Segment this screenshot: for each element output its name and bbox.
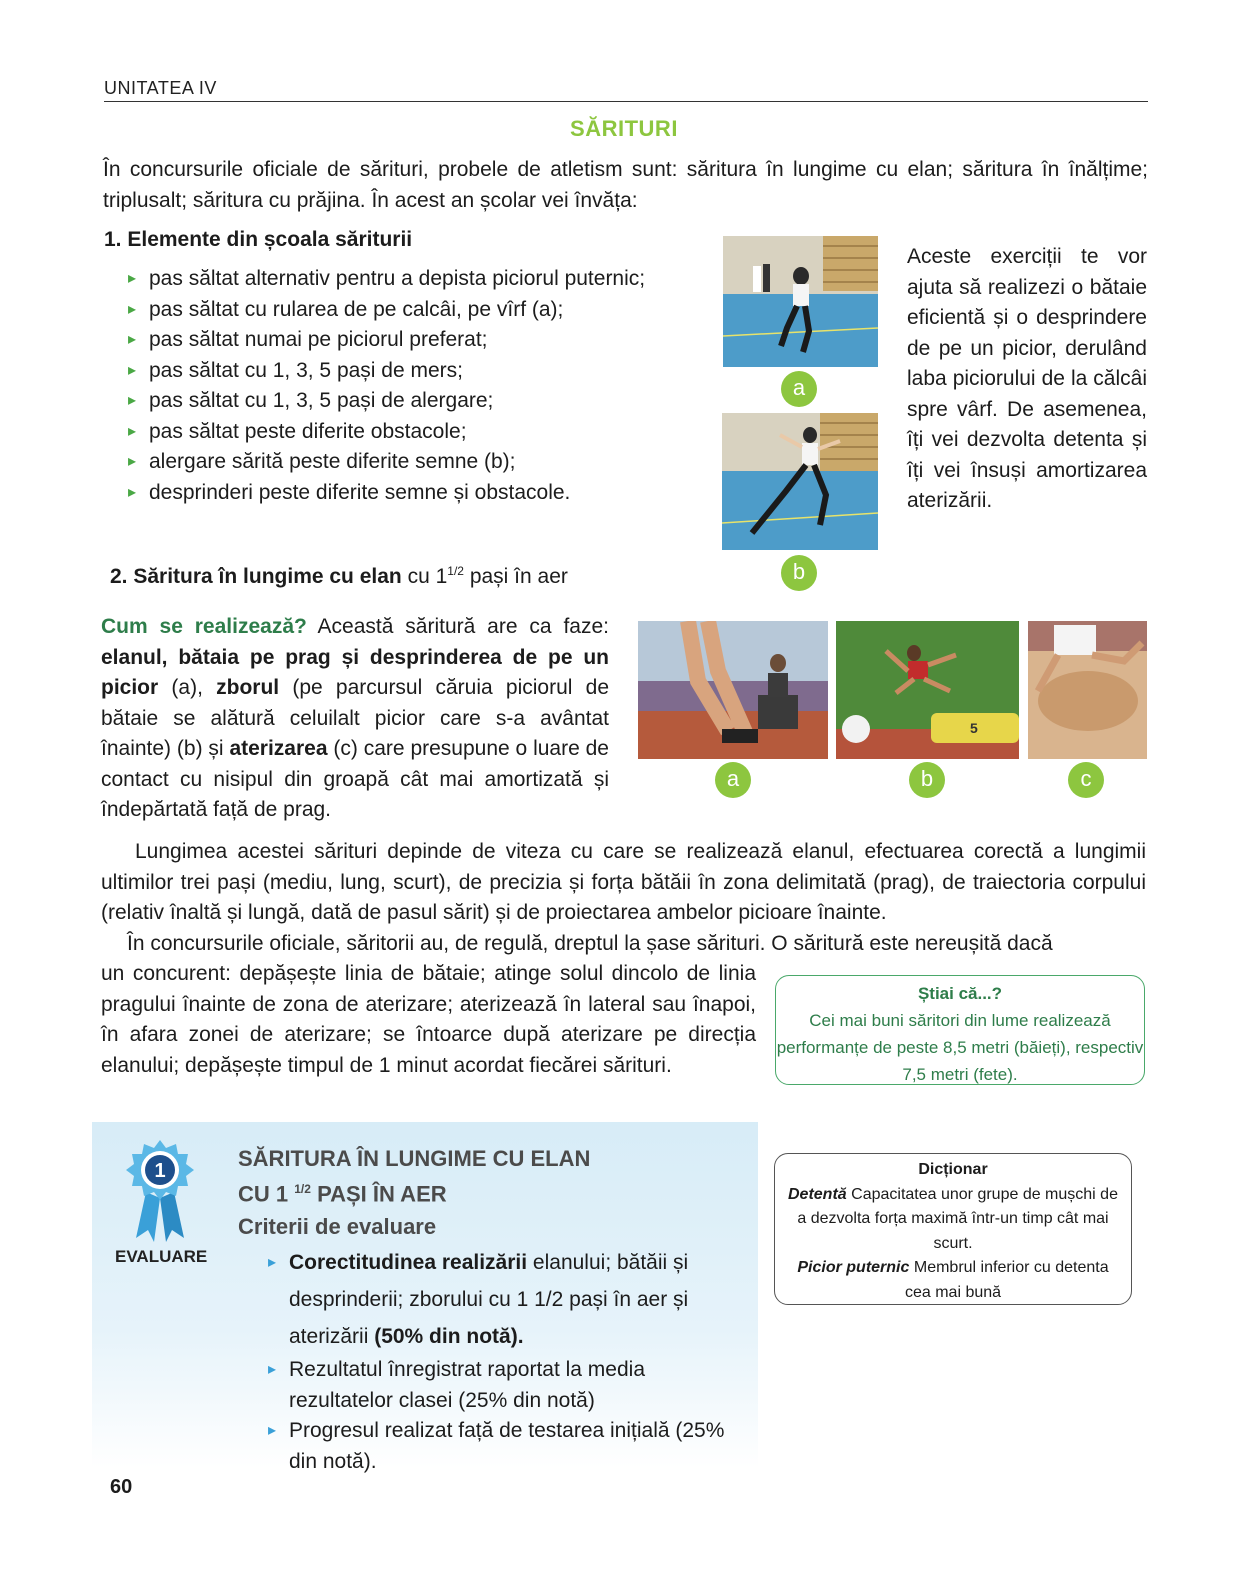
- how-bold-a: elanul, bătaia pe prag și desprinderea de pe un picior: [101, 645, 609, 699]
- how-text-d: (c) care presupune o luare de contact cu nisipul din groapă cât mai amortizată și îndepărtată față de prag.: [101, 737, 609, 821]
- list-item-text: pas săltat cu 1, 3, 5 pași de mers;: [149, 358, 463, 382]
- photo-label-b: b: [781, 555, 817, 591]
- dictionary-box: [774, 1153, 1132, 1305]
- criteria-item1-text: elanului; bătăii și desprinderii; zborului cu 1 1/2 pași în aer și aterizării: [289, 1251, 689, 1348]
- list-item: [128, 478, 648, 509]
- did-you-know-text: Cei mai buni săritori din lume realizează performanțe de peste 8,5 metri (băieți), respectiv 7,5 metri (fete).: [776, 1011, 1144, 1084]
- criteria-item: [268, 1244, 746, 1355]
- how-paragraph: [101, 612, 609, 826]
- list-item-text: pas săltat peste diferite obstacole;: [149, 419, 467, 443]
- dictionary-title: Dicționar: [918, 1161, 988, 1178]
- photo-longjump-b: [836, 621, 1019, 759]
- evaluation-badge-number: 1: [154, 1160, 166, 1182]
- evaluation-title-line1: SĂRITURA ÎN LUNGIME CU ELAN: [238, 1146, 591, 1171]
- list-item-text: pas săltat cu rularea de pe calcâi, pe vîrf (a);: [149, 297, 564, 321]
- dictionary-entry-2: [783, 1256, 1123, 1305]
- criteria-item: [268, 1416, 746, 1477]
- intro-paragraph: În concursurile oficiale de sărituri, probele de atletism sunt: săritura în lungime cu elan; săritura în înălțime; triplusalt; săritura cu prăjina. În acest an școlar vei învăța:: [103, 158, 1148, 212]
- did-you-know-title: Știai că...?: [917, 984, 1003, 1003]
- list-item-text: pas săltat cu 1, 3, 5 pași de alergare;: [149, 389, 494, 412]
- section2-heading-rest: cu 1: [407, 565, 448, 588]
- did-you-know-box: [775, 975, 1145, 1085]
- list-item: [128, 356, 648, 387]
- dictionary-term-2: Picior puternic: [797, 1259, 910, 1276]
- criteria-item3-text: Progresul realizat față de testarea inițială (25% din notă).: [289, 1419, 725, 1473]
- evaluation-medal-icon: [124, 1140, 196, 1245]
- list-item-text: pas săltat numai pe piciorul preferat;: [149, 328, 488, 351]
- unit-header: UNITATEA IV: [104, 78, 217, 98]
- list-item: [128, 325, 648, 356]
- section1-heading: 1. Elemente din școala săriturii: [104, 228, 413, 251]
- dictionary-entry-1: [783, 1183, 1123, 1257]
- evaluation-title: [238, 1143, 590, 1209]
- side-text-content: Aceste exerciții te vor ajuta să realizezi o bătaie eficientă și o desprindere de pe un picior, derulând laba piciorului de la călcâi spre vârf. De asemenea, îți vei dezvolta detenta și îți vei însuși amortizarea aterizării.: [907, 245, 1147, 512]
- list-item: [128, 447, 648, 478]
- how-text-a: Această săritură are ca faze:: [317, 615, 609, 638]
- evaluation-label: EVALUARE: [115, 1247, 208, 1266]
- dictionary-def-2: Membrul inferior cu detenta cea mai bună: [904, 1259, 1109, 1301]
- how-bold-b: zborul: [216, 676, 280, 699]
- list-item: [128, 295, 648, 326]
- photo-exercise-b: [722, 413, 878, 550]
- dictionary-def-1: Capacitatea unor grupe de mușchi de a dezvolta forța maximă într-un timp cât mai scurt.: [797, 1185, 1118, 1252]
- evaluation-title-fraction: 1/2: [294, 1182, 311, 1196]
- evaluation-title-tail: PAȘI ÎN AER: [317, 1181, 447, 1207]
- criteria-heading: Criterii de evaluare: [238, 1214, 437, 1239]
- how-text-b: (a),: [171, 676, 203, 699]
- body-paragraph-1: [101, 837, 1146, 929]
- photo-exercise-a: [723, 236, 878, 367]
- criteria-item: [268, 1355, 746, 1416]
- criteria-item1-bold: Corectitudinea realizării: [289, 1251, 528, 1274]
- header-divider: [104, 101, 1148, 102]
- list-item-text: alergare sărită peste diferite semne (b);: [149, 450, 516, 473]
- criteria-list: [268, 1244, 746, 1477]
- photo-label-c: c: [1068, 762, 1104, 798]
- evaluation-title-line2-wrap: [238, 1174, 590, 1209]
- list-item: [128, 417, 648, 448]
- criteria-item1-pct: (50% din notă).: [374, 1325, 524, 1348]
- photo-longjump-c: [1028, 621, 1147, 759]
- body-paragraph-2-line1: [101, 929, 1146, 960]
- how-bold-c: aterizarea: [229, 737, 328, 760]
- evaluation-title-line2: CU 1: [238, 1181, 289, 1207]
- list-item: [128, 386, 648, 417]
- list-item: [128, 264, 648, 295]
- section1-list: [128, 264, 648, 508]
- section2-heading-bold: 2. Săritura în lungime cu elan: [110, 565, 402, 588]
- side-text: [907, 242, 1147, 517]
- body-paragraph-2-line1-text: În concursurile oficiale, săritorii au, de regulă, dreptul la șase sărituri. O săritură este nereușită dacă: [127, 932, 1053, 955]
- section2-fraction: 1/2: [447, 564, 464, 578]
- body-paragraph-2-rest: un concurent: depășește linia de bătaie; atinge solul dincolo de linia pragului înainte de zona de aterizare; aterizează în lateral sau înapoi, în afara zonei de aterizare; se întoarce după aterizare pe direcția elanului; depășește timpul de 1 minut acordat fiecărei sărituri.: [101, 962, 756, 1077]
- photo-label-b2: b: [909, 762, 945, 798]
- how-question: Cum se realizează?: [101, 615, 307, 638]
- section2-heading-tail: pași în aer: [469, 565, 568, 588]
- page-title: SĂRITURI: [570, 116, 678, 141]
- page-number: 60: [110, 1476, 133, 1498]
- photo-longjump-a: [638, 621, 828, 759]
- list-item-text: pas săltat alternativ pentru a depista piciorul puternic;: [149, 267, 646, 290]
- criteria-item2-text: Rezultatul înregistrat raportat la media rezultatelor clasei (25% din notă): [289, 1358, 646, 1412]
- body-paragraph-1-text: Lungimea acestei sărituri depinde de viteza cu care se realizează elanul, efectuarea corectă a lungimii ultimilor trei pași (mediu, lung, scurt), de precizia și forța bătăii în zona delimitată (prag), de traiectoria corpului (relativ înaltă și lungă, dată de pasul sărit) și de proiectarea ambelor picioare înainte.: [101, 840, 1146, 924]
- how-text-c: (pe parcursul căruia piciorul de bătaie se alătură celuilalt picior care s-a avântat înainte) (b) și: [101, 676, 609, 760]
- dictionary-term-1: Detentă: [788, 1185, 847, 1203]
- section2-heading: [110, 564, 568, 589]
- photo-label-a: a: [781, 371, 817, 407]
- list-item-text: desprinderi peste diferite semne și obstacole.: [149, 480, 571, 504]
- bib-number: 5: [970, 720, 978, 736]
- photo-label-a2: a: [715, 762, 751, 798]
